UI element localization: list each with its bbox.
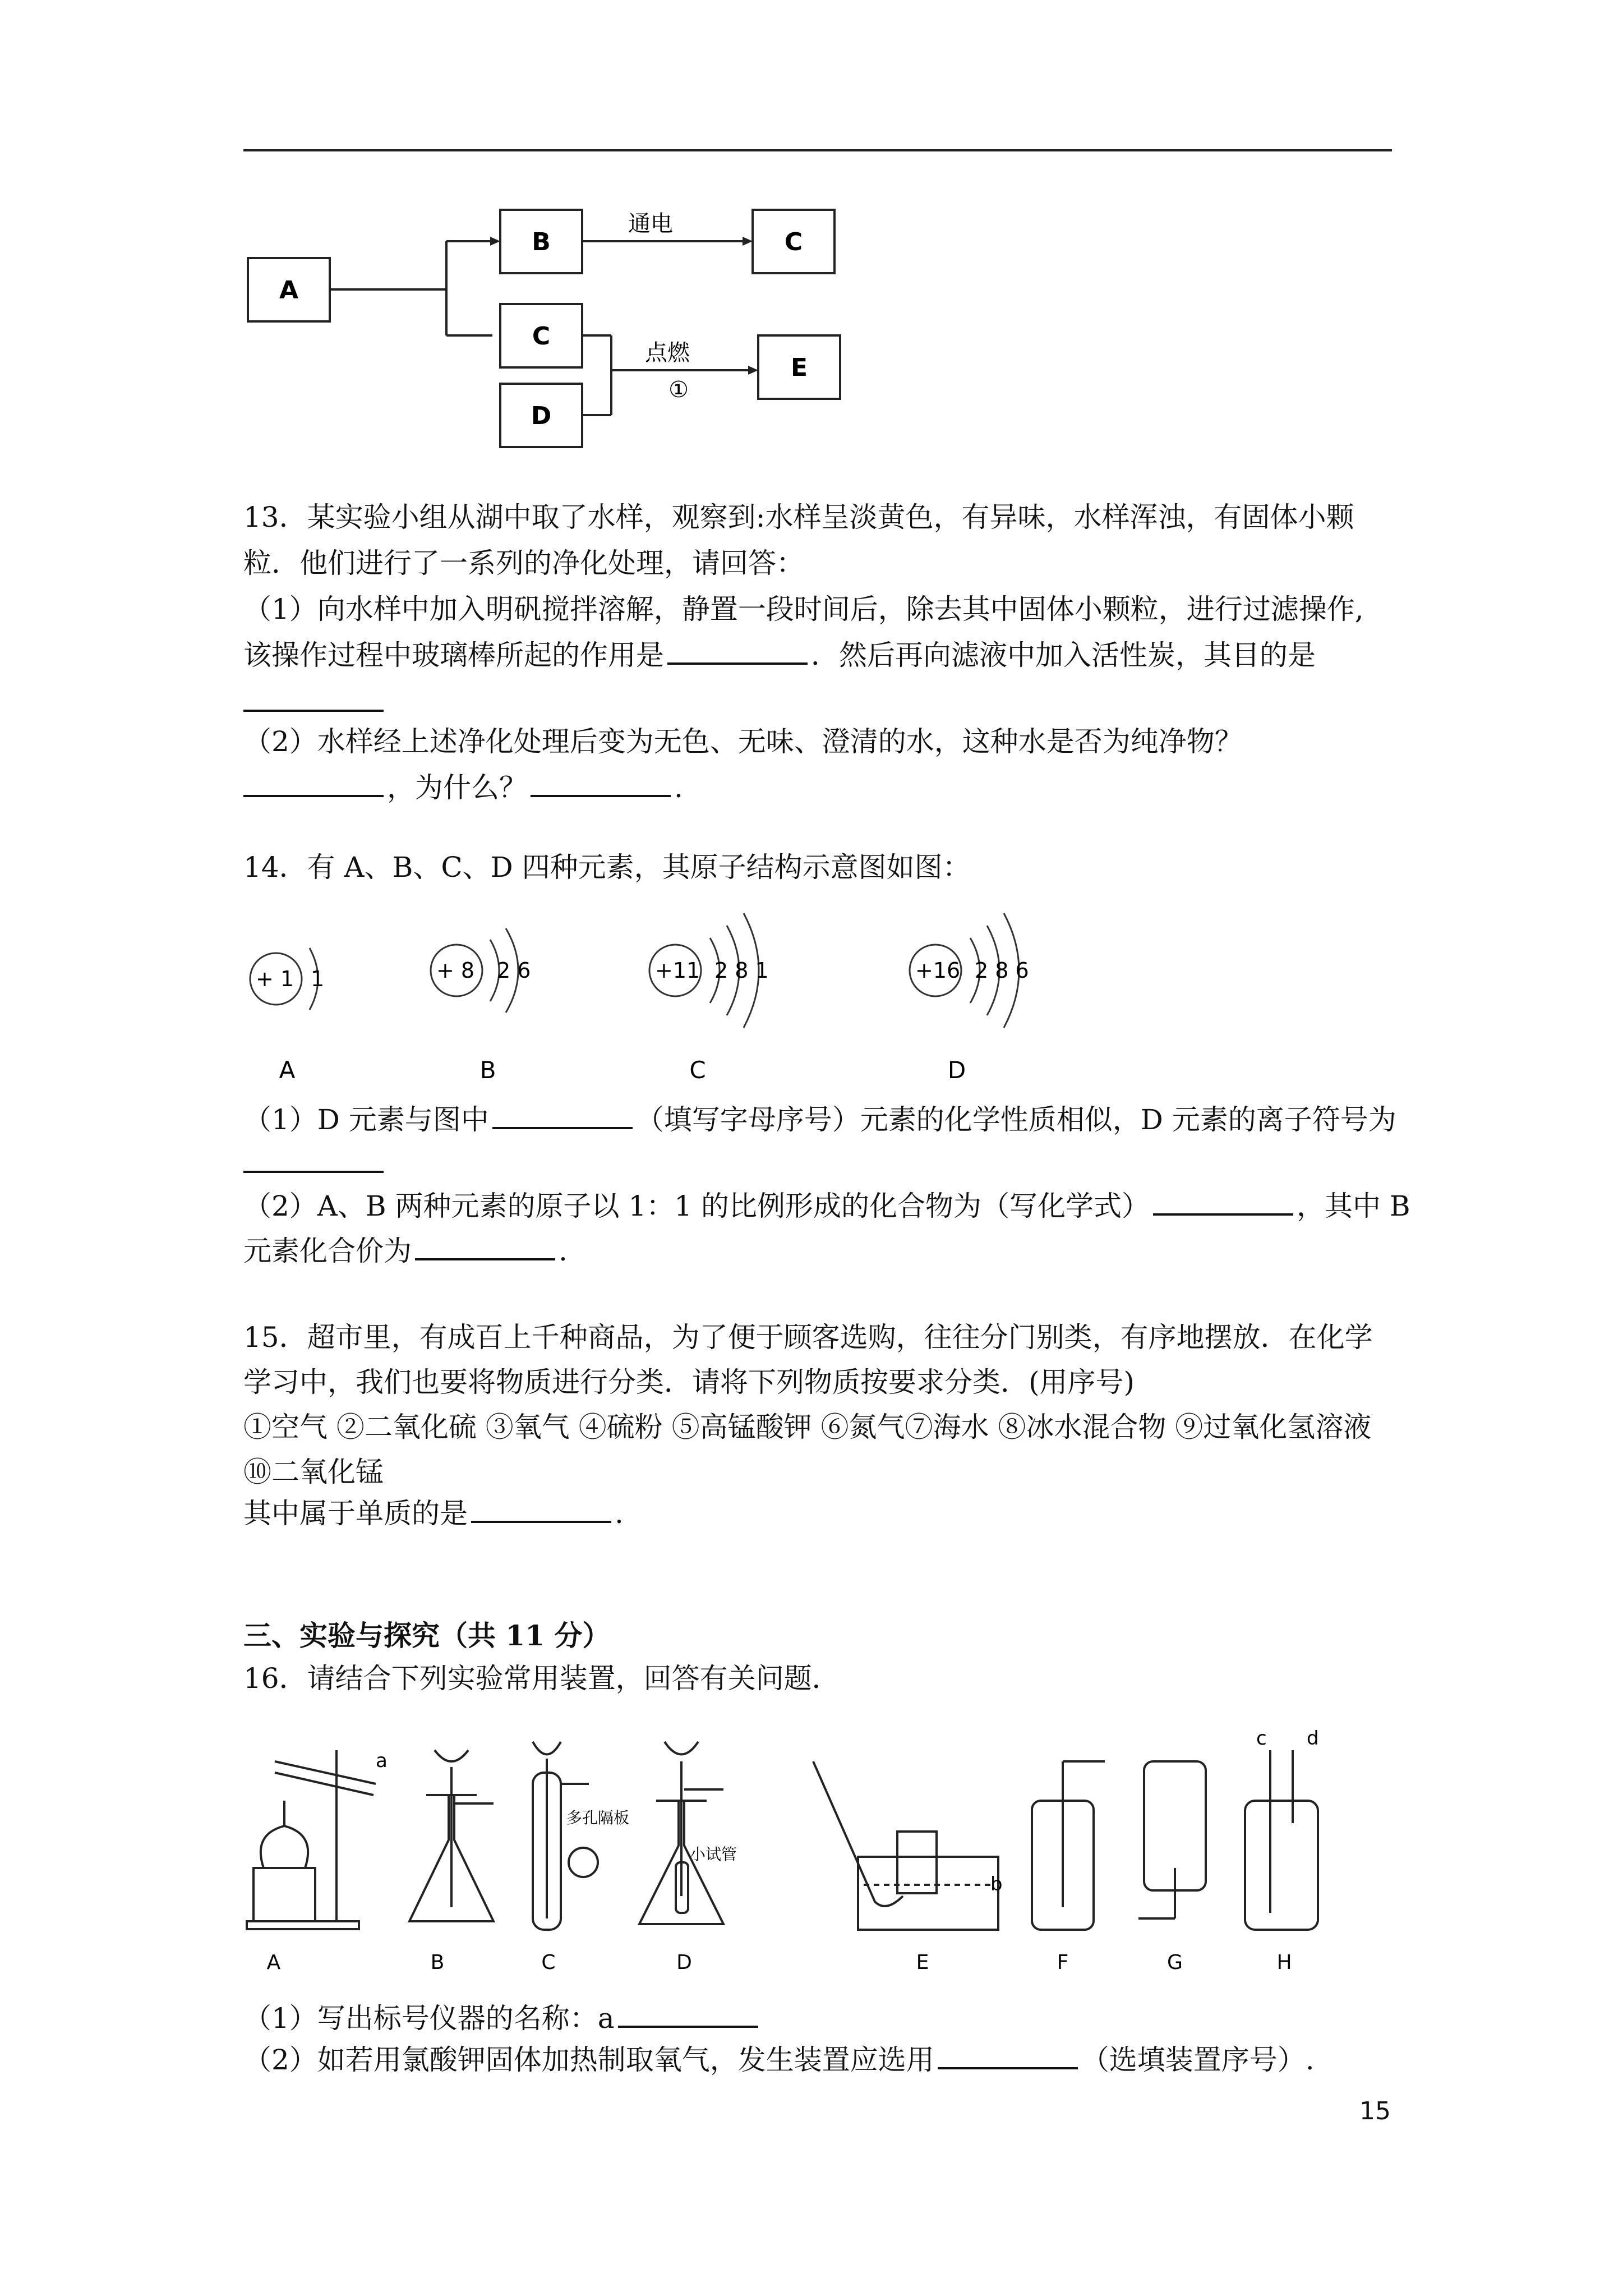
q14-p1a: （1）D 元素与图中 bbox=[243, 1103, 489, 1136]
apparatus-A-block bbox=[253, 1868, 315, 1921]
q15-line1: 15．超市里，有成百上千种商品，为了便于顾客选购，往往分门别类，有序地摆放．在化学 bbox=[243, 1321, 1373, 1354]
apparatus-A-label: A bbox=[266, 1951, 281, 1974]
annot-plate: 多孔隔板 bbox=[566, 1809, 630, 1827]
q14-p2d: . bbox=[559, 1235, 568, 1267]
edge2-num: ① bbox=[668, 377, 689, 403]
annot-d: d bbox=[1307, 1728, 1319, 1750]
atom-C-label: C bbox=[689, 1056, 706, 1084]
q13-line3: （1）向水样中加入明矾搅拌溶解，静置一段时间后，除去其中固体小颗粒，进行过滤操作, bbox=[243, 593, 1364, 625]
q13-line7 bbox=[243, 769, 683, 807]
apparatus-figure bbox=[241, 1728, 1391, 1991]
q13-blank2[interactable] bbox=[243, 684, 384, 712]
q14-p2a: （2）A、B 两种元素的原子以 1：1 的比例形成的化合物为（写化学式） bbox=[243, 1190, 1150, 1222]
annot-a: a bbox=[376, 1750, 388, 1772]
q14-p2b: ，其中 B bbox=[1296, 1190, 1410, 1222]
edge2-label: 点燃 bbox=[645, 340, 690, 366]
q13-blank4[interactable] bbox=[531, 769, 671, 797]
q13-line7a: ，为什么？ bbox=[387, 771, 527, 804]
q13-line5 bbox=[243, 683, 387, 721]
node-C2-label: C bbox=[532, 322, 551, 351]
annot-tube: 小试管 bbox=[690, 1845, 737, 1864]
annot-c: c bbox=[1256, 1728, 1267, 1750]
apparatus-C-label: C bbox=[541, 1951, 556, 1974]
q14-blank4[interactable] bbox=[415, 1232, 555, 1260]
q15-line5a: 其中属于单质的是 bbox=[243, 1497, 468, 1530]
apparatus-A-base bbox=[247, 1921, 359, 1929]
q15-line2: 学习中，我们也要将物质进行分类．请将下列物质按要求分类．(用序号) bbox=[243, 1366, 1135, 1398]
q16-blank2[interactable] bbox=[938, 2041, 1078, 2069]
q14-blank2[interactable] bbox=[243, 1145, 384, 1173]
atom-D-nucleus: +16 bbox=[915, 958, 961, 983]
q13-line7b: . bbox=[674, 771, 683, 804]
apparatus-G-label: G bbox=[1167, 1951, 1183, 1974]
q15-line4: ⑩二氧化锰 bbox=[243, 1456, 384, 1488]
q16-blank1[interactable] bbox=[618, 2000, 758, 2028]
atom-D-label: D bbox=[947, 1056, 966, 1084]
q14-p2c: 元素化合价为 bbox=[243, 1235, 412, 1267]
atom-A-nucleus: + 1 bbox=[256, 967, 294, 991]
q15-line5 bbox=[243, 1494, 624, 1533]
q16-p2 bbox=[243, 2041, 1315, 2079]
q13-blank1[interactable] bbox=[667, 637, 808, 665]
q14-p2-cont bbox=[243, 1232, 568, 1270]
q13-line6: （2）水样经上述净化处理后变为无色、无味、澄清的水，这种水是否为纯净物？ bbox=[243, 725, 1243, 758]
edge1-label: 通电 bbox=[628, 211, 673, 237]
q14-blank3[interactable] bbox=[1153, 1188, 1293, 1216]
q15-line5b: . bbox=[615, 1497, 624, 1530]
apparatus-H-label: H bbox=[1276, 1951, 1292, 1974]
apparatus-H-bottle bbox=[1245, 1801, 1318, 1930]
q14-p1b: （填写字母序号）元素的化学性质相似，D 元素的离子符号为 bbox=[635, 1103, 1396, 1136]
atom-A-label: A bbox=[279, 1056, 296, 1084]
node-E-label: E bbox=[790, 353, 808, 382]
section3-heading: 三、实验与探究（共 11 分） bbox=[243, 1619, 611, 1652]
q13-line4a: 该操作过程中玻璃棒所起的作用是 bbox=[243, 639, 664, 671]
page-number: 15 bbox=[1359, 2097, 1391, 2125]
q16-p1a: （1）写出标号仪器的名称：a bbox=[243, 2002, 615, 2035]
q16-p1 bbox=[243, 1999, 762, 2037]
node-D-label: D bbox=[531, 402, 552, 430]
apparatus-A-lamp bbox=[261, 1826, 308, 1868]
atom-diagrams bbox=[243, 898, 1107, 1088]
header-rule bbox=[243, 149, 1392, 151]
atom-D-electrons: 2 8 6 bbox=[975, 958, 1029, 983]
node-A-label: A bbox=[279, 276, 299, 305]
flow-diagram bbox=[241, 202, 914, 460]
q15-line3: ①空气 ②二氧化硫 ③氧气 ④硫粉 ⑤高锰酸钾 ⑥氮气⑦海水 ⑧冰水混合物 ⑨过氧化氢溶液 bbox=[243, 1411, 1372, 1443]
atom-A-electrons: 1 bbox=[311, 967, 325, 991]
node-B-label: B bbox=[532, 228, 551, 256]
apparatus-B-label: B bbox=[430, 1951, 445, 1974]
atom-C-electrons: 2 8 1 bbox=[714, 958, 769, 983]
q13-blank3[interactable] bbox=[243, 769, 384, 797]
q14-line1: 14．有 A、B、C、D 四种元素，其原子结构示意图如图： bbox=[243, 851, 971, 884]
node-C1-label: C bbox=[784, 228, 803, 256]
q13-line4 bbox=[243, 636, 1316, 674]
annot-b: b bbox=[990, 1873, 1003, 1895]
q14-p2 bbox=[243, 1187, 1410, 1225]
atom-B-nucleus: + 8 bbox=[436, 958, 475, 983]
q13-line4b: ．然后再向滤液中加入活性炭，其目的是 bbox=[811, 639, 1316, 671]
q14-blank1[interactable] bbox=[492, 1101, 633, 1129]
q16-p2b: （选填装置序号）. bbox=[1081, 2044, 1315, 2076]
q15-blank1[interactable] bbox=[471, 1495, 611, 1523]
atom-B-electrons: 2 6 bbox=[497, 958, 531, 983]
q14-p1 bbox=[243, 1101, 1396, 1139]
q13-line2: 粒．他们进行了一系列的净化处理，请回答： bbox=[243, 547, 804, 579]
apparatus-D-label: D bbox=[676, 1951, 692, 1974]
atom-B-label: B bbox=[479, 1056, 496, 1084]
q14-p1-cont bbox=[243, 1144, 387, 1182]
apparatus-F-label: F bbox=[1057, 1951, 1069, 1974]
q16-p2a: （2）如若用氯酸钾固体加热制取氧气，发生装置应选用 bbox=[243, 2044, 934, 2076]
q16-line: 16．请结合下列实验常用装置，回答有关问题． bbox=[243, 1662, 840, 1695]
q13-line1: 13．某实验小组从湖中取了水样，观察到:水样呈淡黄色，有异味，水样浑浊，有固体小颗 bbox=[243, 501, 1354, 533]
atom-C-nucleus: +11 bbox=[655, 958, 700, 983]
apparatus-E-label: E bbox=[916, 1951, 929, 1974]
